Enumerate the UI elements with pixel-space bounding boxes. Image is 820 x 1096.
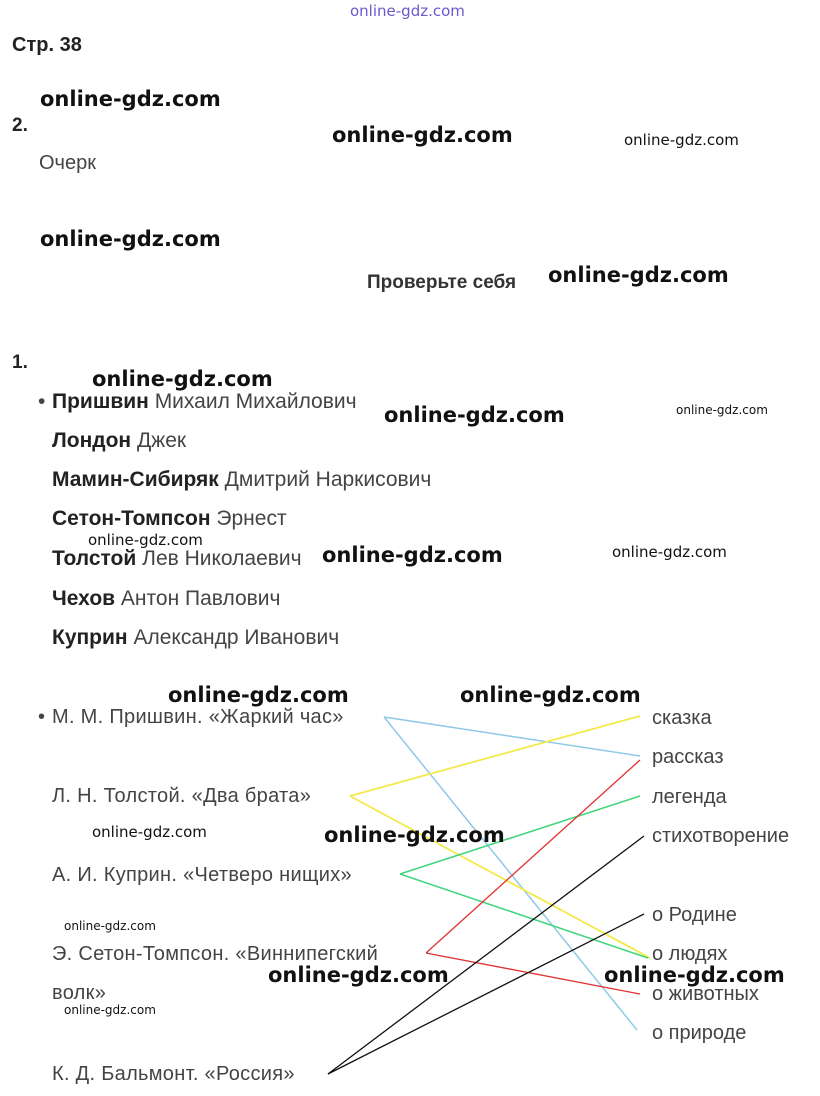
watermark: online-gdz.com bbox=[604, 963, 785, 987]
watermark: online-gdz.com bbox=[64, 1003, 156, 1017]
author-name: Лев Николаевич bbox=[142, 547, 302, 570]
watermark: online-gdz.com bbox=[624, 131, 739, 149]
author-row bbox=[52, 507, 287, 531]
watermark: online-gdz.com bbox=[460, 683, 641, 707]
watermark: online-gdz.com bbox=[324, 823, 505, 847]
category-item: о Родине bbox=[652, 904, 737, 926]
line-balmont-rodina bbox=[328, 914, 644, 1074]
watermark: online-gdz.com bbox=[322, 543, 503, 567]
category-item: сказка bbox=[652, 707, 712, 729]
work-item: К. Д. Бальмонт. «Россия» bbox=[52, 1063, 295, 1085]
task2-answer: Очерк bbox=[39, 152, 96, 174]
author-row bbox=[52, 626, 339, 650]
work-item-continued: волк» bbox=[52, 982, 107, 1004]
author-surname: Лондон bbox=[52, 429, 132, 452]
task2-number: 2. bbox=[12, 115, 28, 136]
watermark: online-gdz.com bbox=[40, 227, 221, 251]
category-item: стихотворение bbox=[652, 825, 790, 847]
author-name: Дмитрий Наркисович bbox=[224, 468, 432, 491]
author-name: Эрнест bbox=[216, 507, 287, 530]
line-seton-rasskaz bbox=[426, 760, 640, 953]
line-kuprin-lyudi bbox=[400, 874, 648, 958]
author-surname: Куприн bbox=[52, 626, 128, 649]
watermark: online-gdz.com bbox=[612, 543, 727, 561]
watermark-top: online-gdz.com bbox=[350, 2, 465, 20]
watermark: online-gdz.com bbox=[88, 531, 203, 549]
author-row bbox=[52, 390, 357, 414]
author-row bbox=[52, 547, 302, 571]
watermark: online-gdz.com bbox=[268, 963, 449, 987]
work-item: А. И. Куприн. «Четверо нищих» bbox=[52, 864, 352, 886]
author-surname: Мамин-Сибиряк bbox=[52, 468, 219, 491]
work-item: • М. М. Пришвин. «Жаркий час» bbox=[52, 706, 344, 729]
watermark: online-gdz.com bbox=[332, 123, 513, 147]
author-surname: Чехов bbox=[52, 587, 116, 610]
watermark: online-gdz.com bbox=[92, 367, 273, 391]
author-name: Антон Павлович bbox=[120, 587, 281, 610]
category-item: о животных bbox=[652, 983, 759, 1005]
author-name: Джек bbox=[136, 429, 187, 452]
author-surname: Пришвин bbox=[52, 390, 149, 413]
category-item: о людях bbox=[652, 943, 728, 965]
work-item: Л. Н. Толстой. «Два брата» bbox=[52, 785, 312, 807]
author-surname: Толстой bbox=[52, 547, 137, 570]
category-item: рассказ bbox=[652, 746, 724, 768]
watermark: online-gdz.com bbox=[64, 919, 156, 933]
watermark: online-gdz.com bbox=[92, 823, 207, 841]
category-item: легенда bbox=[652, 786, 727, 808]
watermark: online-gdz.com bbox=[676, 403, 768, 417]
author-name: Александр Иванович bbox=[133, 626, 340, 649]
author-surname: Сетон-Томпсон bbox=[52, 507, 211, 530]
author-name: Михаил Михайлович bbox=[154, 390, 357, 413]
line-prishvin-rasskaz bbox=[384, 717, 640, 756]
category-item: о природе bbox=[652, 1022, 747, 1044]
author-row bbox=[52, 468, 431, 492]
watermark: online-gdz.com bbox=[384, 403, 565, 427]
check-yourself-title: Проверьте себя bbox=[367, 272, 517, 293]
page-label: Стр. 38 bbox=[12, 34, 82, 56]
watermark: online-gdz.com bbox=[548, 263, 729, 287]
author-row bbox=[52, 587, 280, 611]
watermark: online-gdz.com bbox=[168, 683, 349, 707]
author-row bbox=[52, 429, 186, 453]
work-item: Э. Сетон-Томпсон. «Виннипегский bbox=[52, 943, 379, 965]
task1-number: 1. bbox=[12, 352, 28, 373]
watermark: online-gdz.com bbox=[40, 87, 221, 111]
